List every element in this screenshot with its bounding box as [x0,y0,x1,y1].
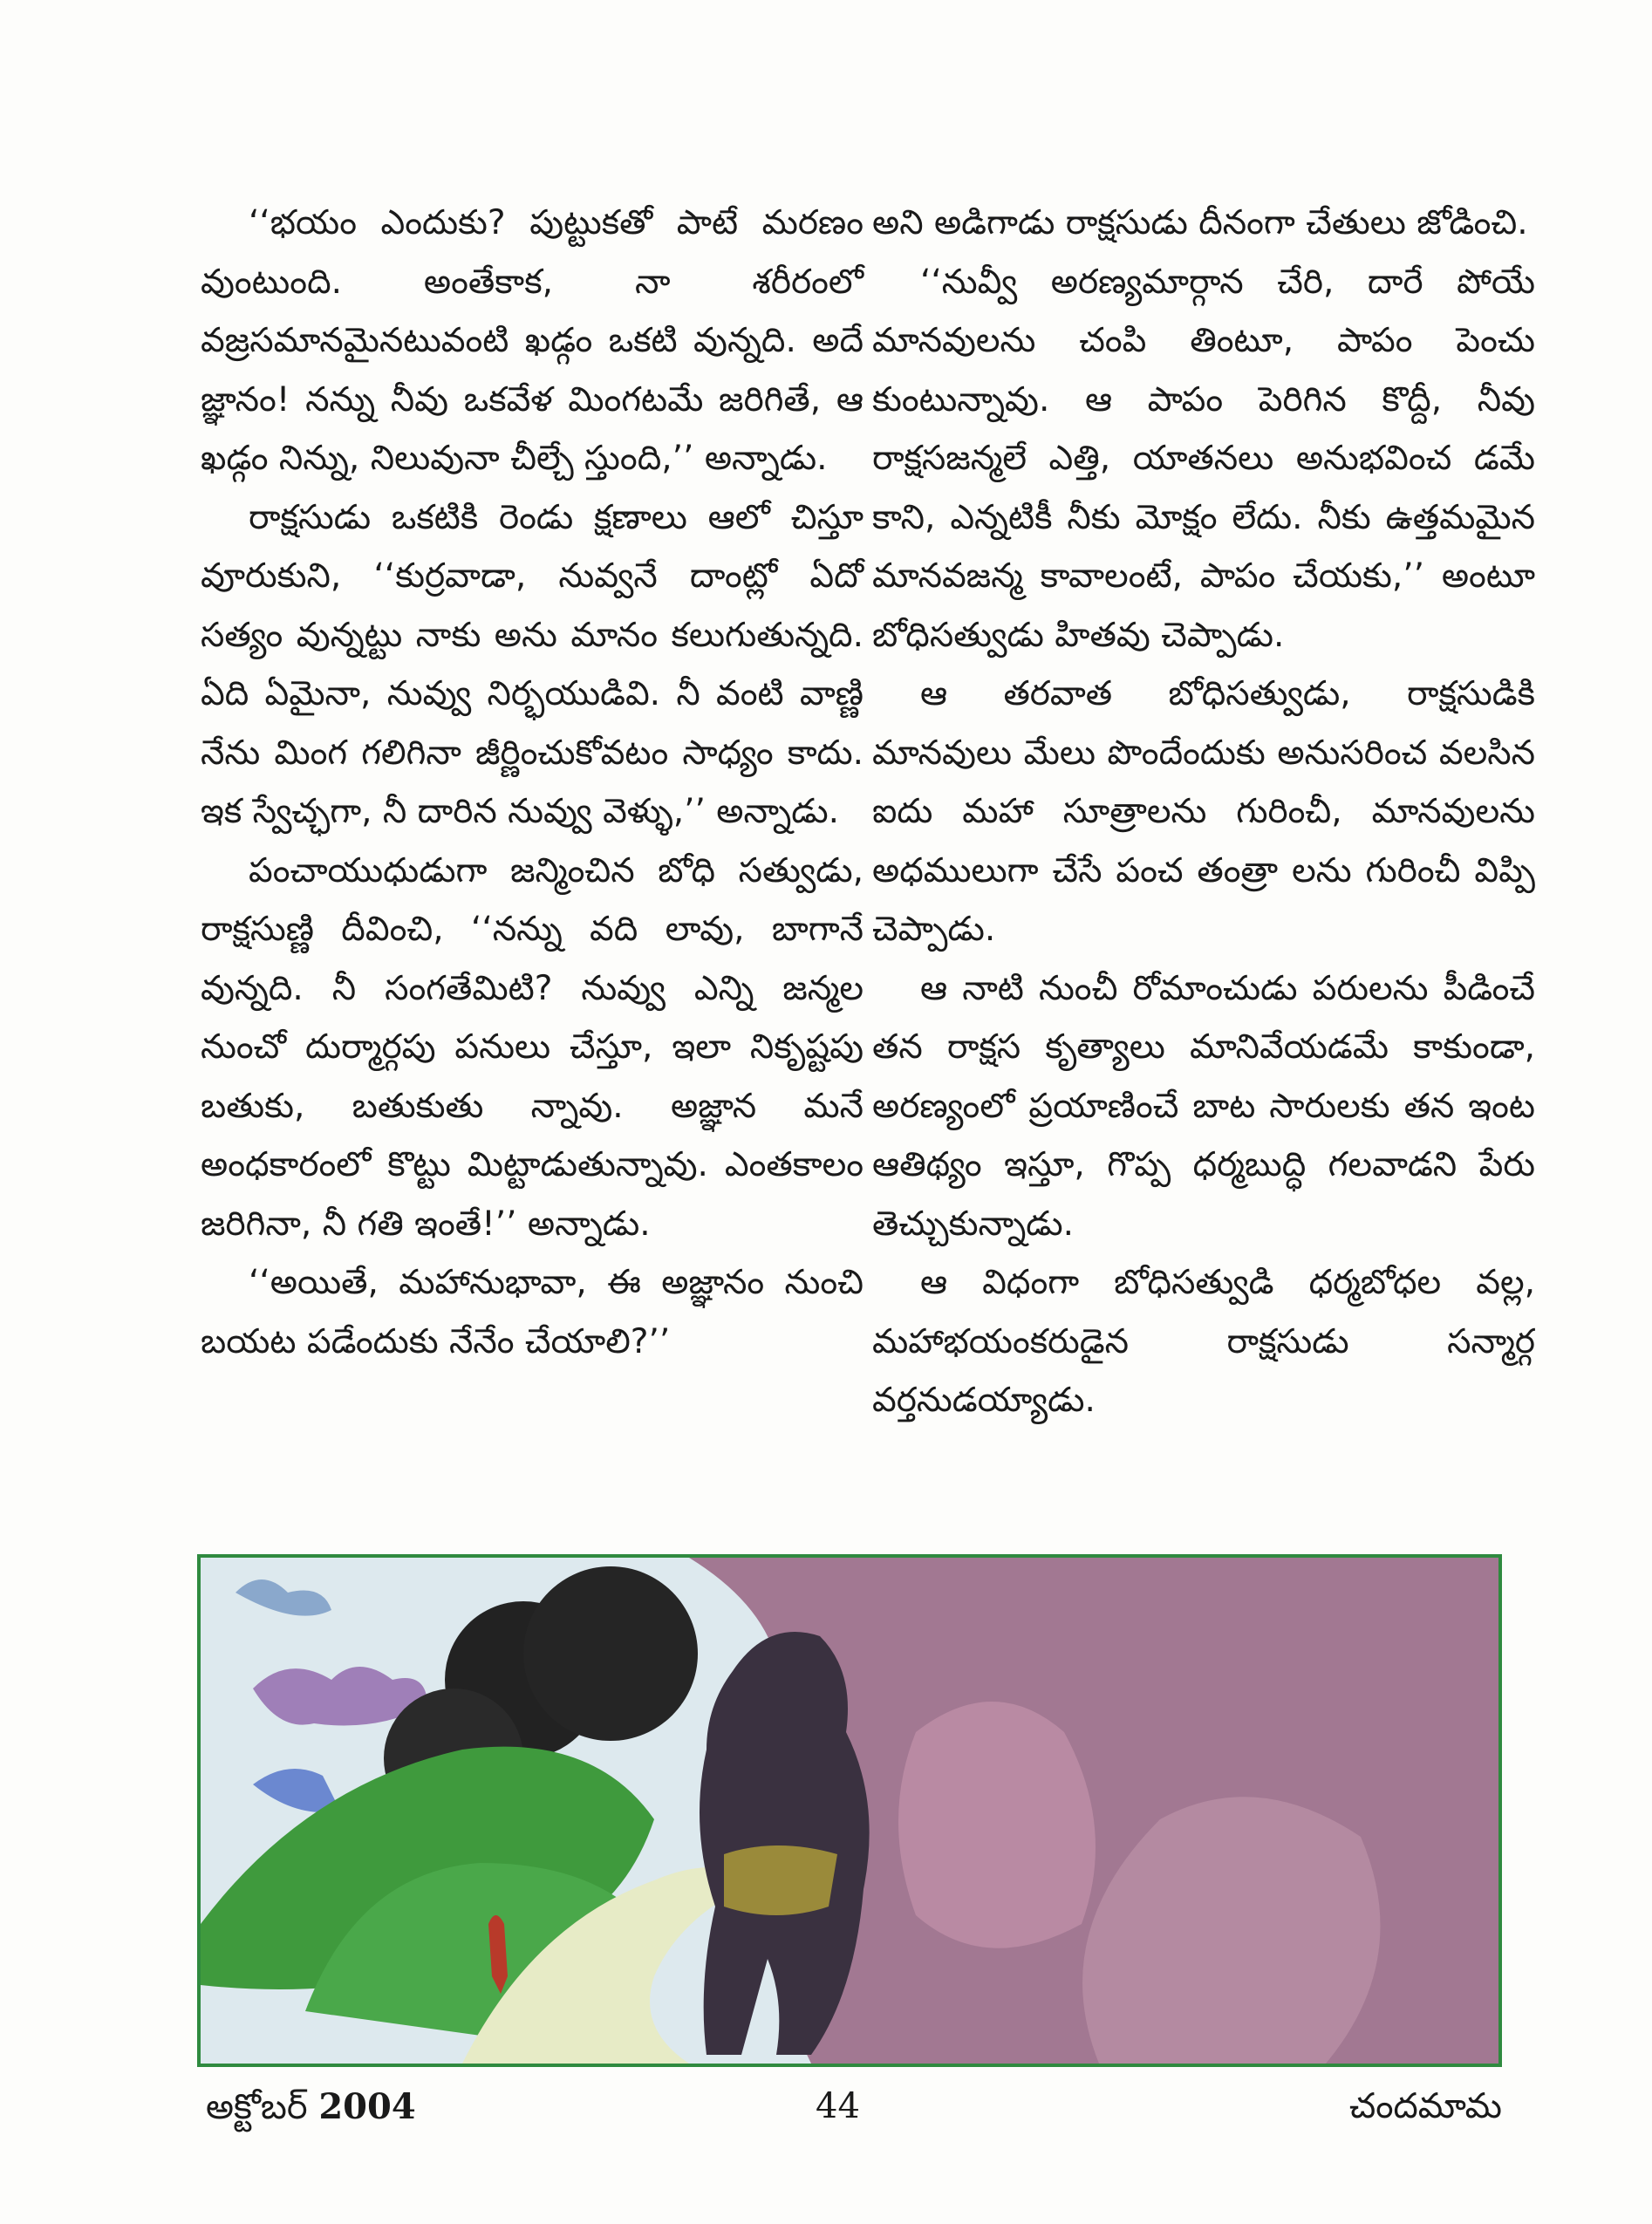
paragraph: ‘‘నువ్వీ అరణ్యమార్గాన చేరి, దారే పోయే మానవులను చంపి తింటూ, పాపం పెంచు కుంటున్నావు. ఆ పాపం పెరిగిన కొద్దీ, నీవు రాక్షసజన్మలే ఎత్తి, యాతనలు అనుభవించ డమే కాని, ఎన్నటికీ నీకు మోక్షం లేదు. నీకు ఉత్తమమైన మానవజన్మ కావాలంటే, పాపం చేయకు,’’ అంటూ బోధిసత్వుడు హితవు చెప్పాడు. [872,262,1535,655]
paragraph: ఆ విధంగా బోధిసత్వుడి ధర్మబోధల వల్ల, మహాభయంకరుడైన రాక్షసుడు సన్మార్గ వర్తనుడయ్యాడు. [872,1263,1535,1420]
story-illustration [197,1554,1502,2067]
page-number: 44 [816,2086,860,2126]
paragraph: రాక్షసుడు ఒకటికి రెండు క్షణాలు ఆలో చిస్తూ వూరుకుని, ‘‘కుర్రవాడా, నువ్వనే దాంట్లో ఏదో సత్యం వున్నట్టు నాకు అను మానం కలుగుతున్నది. ఏది ఏమైనా, నువ్వు నిర్భయుడివి. నీ వంటి వాణ్ణి నేను మింగ గలిగినా జీర్ణించుకోవటం సాధ్యం కాదు. ఇక స్వేచ్ఛగా, నీ దారిన నువ్వు వెళ్ళు,’’ అన్నాడు. [201,497,864,831]
paragraph: ఆ నాటి నుంచీ రోమాంచుడు పరులను పీడించే తన రాక్షస కృత్యాలు మానివేయడమే కాకుండా, అరణ్యంలో ప్రయాణించే బాట సారులకు తన ఇంట ఆతిథ్యం ఇస్తూ, గొప్ప ధర్మబుద్ధి గలవాడని పేరు తెచ్చుకున్నాడు. [872,968,1535,1244]
paragraph: అని అడిగాడు రాక్షసుడు దీనంగా చేతులు జోడించి. [872,203,1528,242]
left-column [201,194,864,1371]
paragraph: పంచాయుధుడుగా జన్మించిన బోధి సత్వుడు, రాక్షసుణ్ణి దీవించి, ‘‘నన్ను వది లావు, బాగానే వున్నది. నీ సంగతేమిటి? నువ్వు ఎన్ని జన్మల నుంచో దుర్మార్గపు పనులు చేస్తూ, ఇలా నికృష్టపు బతుకు, బతుకుతు న్నావు. అజ్ఞాన మనే అంధకారంలో కొట్టు మిట్టాడుతున్నావు. ఎంతకాలం జరిగినా, నీ గతి ఇంతే!’’ అన్నాడు. [201,850,864,1244]
paragraph: ‘‘అయితే, మహానుభావా, ఈ అజ్ఞానం నుంచి బయట పడేందుకు నేనేం చేయాలి?’’ [201,1263,864,1361]
boulder [898,1702,1096,1948]
paragraph: ఆ తరవాత బోధిసత్వుడు, రాక్షసుడికి మానవులు మేలు పొందేందుకు అనుసరించ వలసిన ఐదు మహా సూత్రాలను గురించీ, మానవులను అధములుగా చేసే పంచ తంత్రా లను గురించీ విప్పి చెప్పాడు. [872,674,1535,949]
issue-year: 2004 [318,2086,416,2127]
dark-tree [523,1566,698,1741]
issue-date [206,2086,416,2136]
issue-month: అక్టోబర్ [206,2087,308,2127]
magazine-name: చందమామ [1348,2086,1502,2126]
illustration-scene [201,1558,1498,2064]
paragraph: ‘‘భయం ఎందుకు? పుట్టుకతో పాటే మరణం వుంటుంది. అంతేకాక, నా శరీరంలో వజ్రసమానమైనటువంటి ఖడ్గం ఒకటి వున్నది. అదే జ్ఞానం! నన్ను నీవు ఒకవేళ మింగటమే జరిగితే, ఆ ఖడ్గం నిన్ను, నిలువునా చీల్చే స్తుంది,’’ అన్నాడు. [201,203,864,478]
right-column [872,194,1535,1430]
grass-skirt [724,1845,837,1915]
